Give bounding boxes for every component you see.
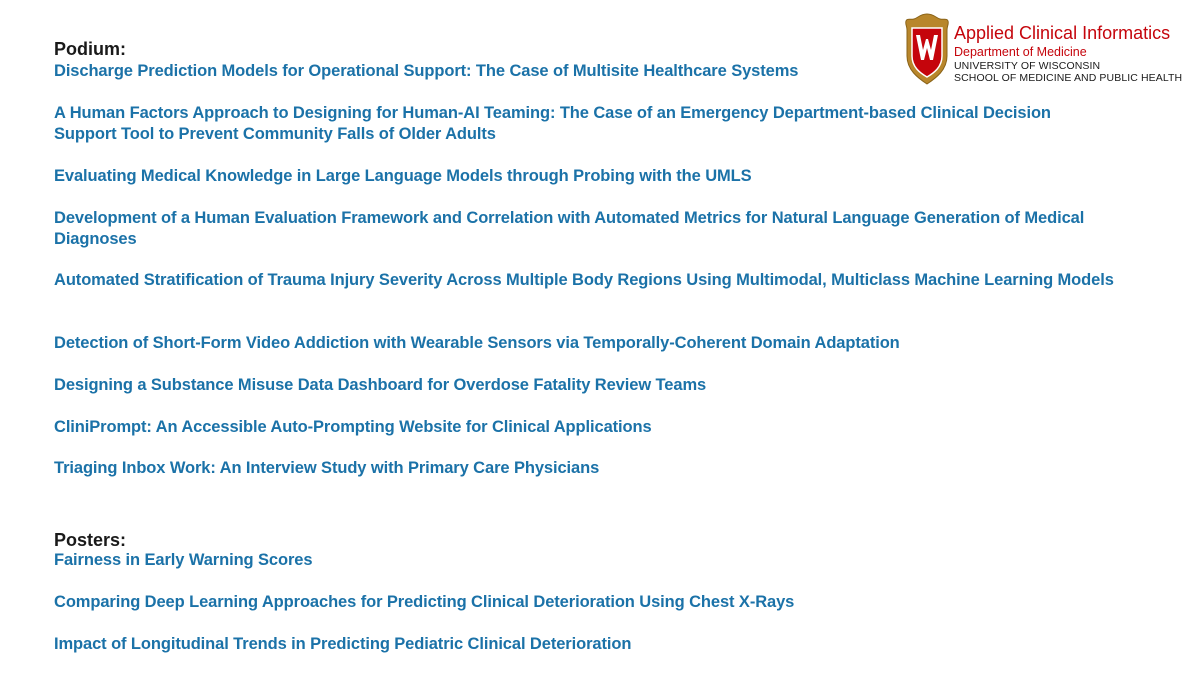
podium-item: CliniPrompt: An Accessible Auto-Prompting Website for Clinical Applications xyxy=(54,418,652,436)
logo-title: Applied Clinical Informatics xyxy=(954,23,1171,43)
podium-item: Automated Stratification of Trauma Injury Severity Across Multiple Body Regions Using Multimodal, Multiclass Machine Learning Models xyxy=(54,271,1114,289)
podium-item: Discharge Prediction Models for Operational Support: The Case of Multisite Healthcare Systems xyxy=(54,62,799,80)
podium-item: Development of a Human Evaluation Framework and Correlation with Automated Metrics for Natural Language Generation of Medical Diagnoses xyxy=(54,209,1085,248)
logo-school: SCHOOL OF MEDICINE AND PUBLIC HEALTH xyxy=(954,72,1183,84)
poster-item: Impact of Longitudinal Trends in Predicting Pediatric Clinical Deterioration xyxy=(54,635,632,653)
podium-item: Triaging Inbox Work: An Interview Study with Primary Care Physicians xyxy=(54,459,600,477)
posters-heading: Posters: xyxy=(54,530,127,550)
poster-item: Fairness in Early Warning Scores xyxy=(54,551,313,569)
podium-heading: Podium: xyxy=(54,39,126,59)
logo-department: Department of Medicine xyxy=(954,45,1087,59)
podium-item: Detection of Short-Form Video Addiction with Wearable Sensors via Temporally-Coherent Domain Adaptation xyxy=(54,334,900,352)
poster-item: Comparing Deep Learning Approaches for Predicting Clinical Deterioration Using Chest X-Rays xyxy=(54,593,795,611)
logo-university: UNIVERSITY OF WISCONSIN xyxy=(954,60,1101,72)
podium-item: A Human Factors Approach to Designing for Human-AI Teaming: The Case of an Emergency Department-based Clinical Decision Support Tool to Prevent Community Falls of Older Adults xyxy=(54,104,1051,143)
podium-item: Evaluating Medical Knowledge in Large Language Models through Probing with the UMLS xyxy=(54,167,752,185)
podium-item: Designing a Substance Misuse Data Dashboard for Overdose Fatality Review Teams xyxy=(54,376,707,394)
